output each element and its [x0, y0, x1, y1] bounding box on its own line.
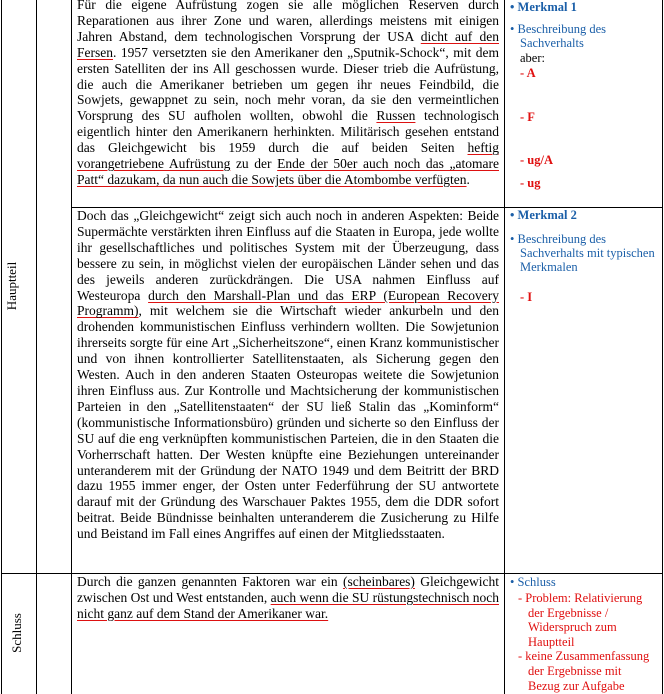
table-divider-inner [71, 0, 72, 694]
comment-aber: aber: [520, 51, 545, 65]
underlined-text: dicht auf den Fersen [77, 28, 499, 60]
comment-heading: • Merkmal 1 [510, 0, 577, 14]
text-segment: . [466, 171, 470, 187]
mark-ug-a: - ug/A [520, 153, 553, 167]
comment-line: Bezug zur Aufgabe [528, 678, 625, 693]
mark-ug: - ug [520, 176, 541, 190]
essay-paragraph-3 [73, 574, 503, 694]
text-segment: Doch das „Gleichgewicht“ zeigt sich auch noch in anderen Aspekten: Beide Supermächte verstärkten ihren Einfluss auf die Staaten in Europa, jede wollte ihr gesellschaftliches und politisches System mit der Überzeugung, dass bessere zu sein, in möglichst vielen der europäischen Länder sehen und das des jeweils anderen zurückdrängen. Die USA nahmen Einfluss auf Westeuropa [77, 208, 499, 303]
mark-a: - A [520, 66, 536, 80]
table-divider-label [36, 0, 37, 694]
comment-heading: • Schluss [510, 575, 556, 589]
essay-paragraph-1 [73, 0, 503, 207]
text-segment: , mit welchem sie die Wirtschaft wieder ankurbeln und den drohenden kommunistischen Einfluss verhindern wollten. Die Sowjetunion ihrerseits sorgte für eine Art „Sicherheitszone“, einen Kranz kommunistischer und von ihnen kontrollierter Satellitenstaaten, als Sicherung gegen den Westen. Auch in den anderen Staaten Osteuropas weitete die Sowjetunion ihren Einfluss aus. Zur Kontrolle und Machtsicherung der kommunistischen Parteien in den „Satellitenstaaten“ der SU ließ Stalin das „Kominform“ (kommunistische Informationsbüro) gründen und sicherte so den Einfluss der SU auf die eng verknüpften kommunistischen Parteien, die in den Staaten die Vorherrschaft hatten. Der Westen knüpfte eine Beziehungen untereinander unteranderem mit der Gründung der NATO 1949 und dem Beitritt der BRD dazu 1955 immer enger, der Osten unter Federführung der SU antwortete darauf mit der Gründung des Warschauer Paktes 1955, dem die DDR sofort beitrat. Beide Bündnisse beinhalten unteranderem die Zusicherung zu Hilfe und Beistand im Fall eines Angriffes auf einen der Mitgliedsstaaten. [77, 303, 499, 542]
comment-description-cont: Sachverhalts [520, 36, 584, 50]
comment-description-cont: Sachverhalts mit typischen [520, 246, 655, 260]
text-segment: Für die eigene Aufrüstung zogen sie alle möglichen Reserven durch Reparationen aus ihrer Zone und waren, allerdings meistens mit einigen Jahren Abstand, dem technologischen Vorsprung der USA [77, 0, 499, 44]
comment-description: • Beschreibung des [510, 232, 607, 246]
underlined-text: heftig vorangetriebene Aufrüstung [77, 140, 499, 172]
text-segment: technologisch eigentlich hinter den Amerikanern herhinkten. Militärisch gesehen entstand das Gleichgewicht bis 1959 durch die auf beiden Seiten [77, 108, 499, 156]
text-segment: Gleichgewicht zwischen Ost und West entstanden, [77, 574, 499, 605]
comment-line: Widerspruch zum [528, 620, 617, 635]
comment-line: - Problem: Relativierung [518, 591, 643, 605]
section-label-hauptteil: Hauptteil [4, 261, 20, 311]
essay-paragraph-2 [73, 208, 503, 573]
section-label-schluss: Schluss [8, 613, 24, 653]
comment-line: der Ergebnisse mit [528, 663, 622, 678]
underlined-text: auch wenn die SU rüstungstechnisch noch nicht ganz auf dem Stand der Amerikaner war. [77, 589, 499, 621]
mark-i: - I [520, 290, 533, 304]
table-divider-comment [504, 0, 505, 694]
underlined-text: (scheinbares) [342, 574, 415, 589]
mark-f: - F [520, 110, 535, 124]
text-segment: . 1957 versetzten sie den Amerikaner den „Sputnik-Schock“, mit dem ersten Satelliten der ins All geschossen wurde. Dieser trieb die Aufrüstung, die auch die Amerikaner betrieben um gegen ihr neues Feindbild, die Sowjets, gewappnet zu sein, noch mehr voran, da sie den vermeintlichen Vorsprung des SU aufholen wollten, obwohl die [77, 44, 499, 124]
text-segment: zu der [230, 156, 278, 172]
comment-line: - keine Zusammenfassung [518, 649, 650, 664]
comment-problem [518, 591, 649, 693]
text-segment: Durch die ganzen genannten Faktoren war ein [77, 574, 343, 589]
underlined-text: durch den Marshall-Plan und das ERP (European Recovery Programm) [77, 287, 500, 319]
underlined-text: Russen [376, 108, 416, 124]
table-border-right [662, 0, 663, 694]
comment-description: • Beschreibung des [510, 22, 607, 36]
underlined-text: Ende der 50er auch noch das „atomare Patt“ dazukam, da nun auch die Sowjets über die Atombombe verfügten [77, 156, 499, 187]
comment-line: der Ergebnisse / [528, 605, 609, 620]
comment-line: Hauptteil [528, 634, 575, 649]
table-border-left [1, 0, 2, 694]
comment-heading: • Merkmal 2 [510, 208, 577, 222]
comment-description-cont: Merkmalen [520, 260, 578, 274]
